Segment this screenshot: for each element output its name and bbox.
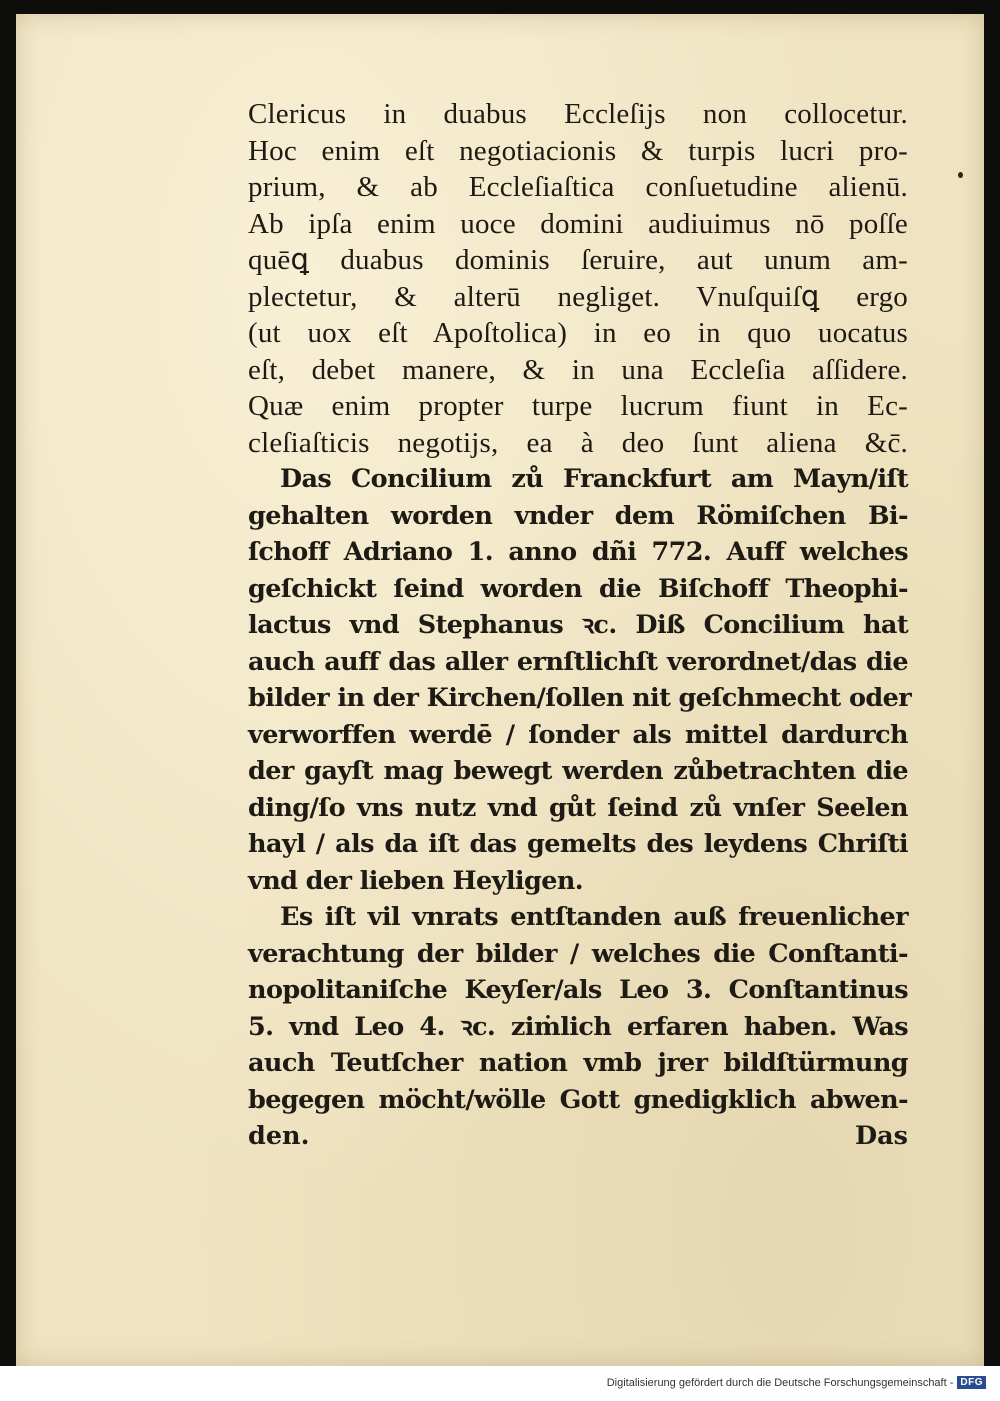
ink-speck	[958, 172, 963, 178]
text-line: cleſiaſticis negotijs, ea à deo ſunt aliena &c̄.	[248, 426, 908, 459]
text-line: nopolitaniſche Keyſer/als Leo 3. Conſtantinus	[248, 975, 908, 1005]
text-line: Clericus in duabus Eccleſijs non collocetur.	[248, 98, 908, 130]
latin-paragraph	[248, 96, 908, 461]
text-line: ſchoff Adriano 1. anno dñi 772. Auff welches	[248, 537, 908, 567]
text-line: ding/ſo vns nutz vnd gůt ſeind zů vnſer Seelen	[248, 792, 908, 823]
footer-bar	[0, 1366, 1000, 1401]
text-line: Es iſt vil vnrats entſtanden auß freuenlicher	[280, 902, 908, 932]
text-line: Das Concilium zů Franckfurt am Mayn/iſt	[280, 464, 908, 494]
text-line: begegen möcht/wölle Gott gnedigklich abwen-	[248, 1084, 908, 1115]
text-line: verworffen werdē / ſonder als mittel dardurch	[248, 719, 908, 750]
text-line: plectetur, & alterū negliget. Vnuſquiſꝗ ergo	[248, 280, 908, 313]
german-paragraph-iconoclasm	[248, 899, 908, 1155]
text-line: auch Teutſcher nation vmb jrer bildſtürmung	[248, 1048, 908, 1078]
text-line: geſchickt ſeind worden die Biſchoff Theophi-	[248, 573, 908, 604]
text-line: Quæ enim propter turpe lucrum fiunt in Ec-	[248, 390, 908, 422]
text-line: (ut uox eſt Apoſtolica) in eo in quo uocatus	[248, 317, 908, 349]
text-line: den.	[248, 1121, 310, 1151]
text-line: quēꝗ duabus dominis ſeruire, aut unum am-	[248, 244, 908, 276]
text-line: 5. vnd Leo 4. ꝛc. ziṁlich erfaren haben. Was	[248, 1011, 908, 1042]
footer-credit: Digitalisierung gefördert durch die Deutsche Forschungsgemeinschaft -	[606, 1376, 954, 1389]
text-line: lactus vnd Stephanus ꝛc. Diß Concilium hat	[248, 610, 908, 640]
text-line: auch auff das aller ernſtlichſt verordnet/das die	[248, 646, 908, 677]
text-line: prium, & ab Eccleſiaſtica conſuetudine alienū.	[248, 171, 908, 203]
text-line: der gayſt mag bewegt werden zůbetrachten die	[248, 756, 908, 786]
text-line: vnd der lieben Heyligen.	[248, 865, 584, 896]
catchword: Das	[855, 1121, 908, 1151]
last-line	[248, 1118, 908, 1155]
text-line: eſt, debet manere, & in una Eccleſia aſſidere.	[248, 353, 908, 386]
dfg-logo: DFG	[957, 1376, 986, 1389]
german-paragraph-frankfurt	[248, 461, 912, 899]
text-line: hayl / als da iſt das gemelts des leydens Chriſti	[248, 829, 908, 859]
text-line: verachtung der bilder / welches die Conſtanti-	[248, 938, 908, 969]
text-line: Hoc enim eſt negotiacionis & turpis lucri pro-	[248, 134, 908, 167]
text-line: bilder in der Kirchen/ſollen nit geſchmecht oder	[248, 683, 912, 713]
text-line: Ab ipſa enim uoce domini audiuimus nō poſſe	[248, 207, 908, 240]
footer-credit-group	[607, 1376, 986, 1389]
text-line: gehalten worden vnder dem Römiſchen Bi-	[248, 500, 908, 531]
page-text	[248, 96, 912, 1155]
